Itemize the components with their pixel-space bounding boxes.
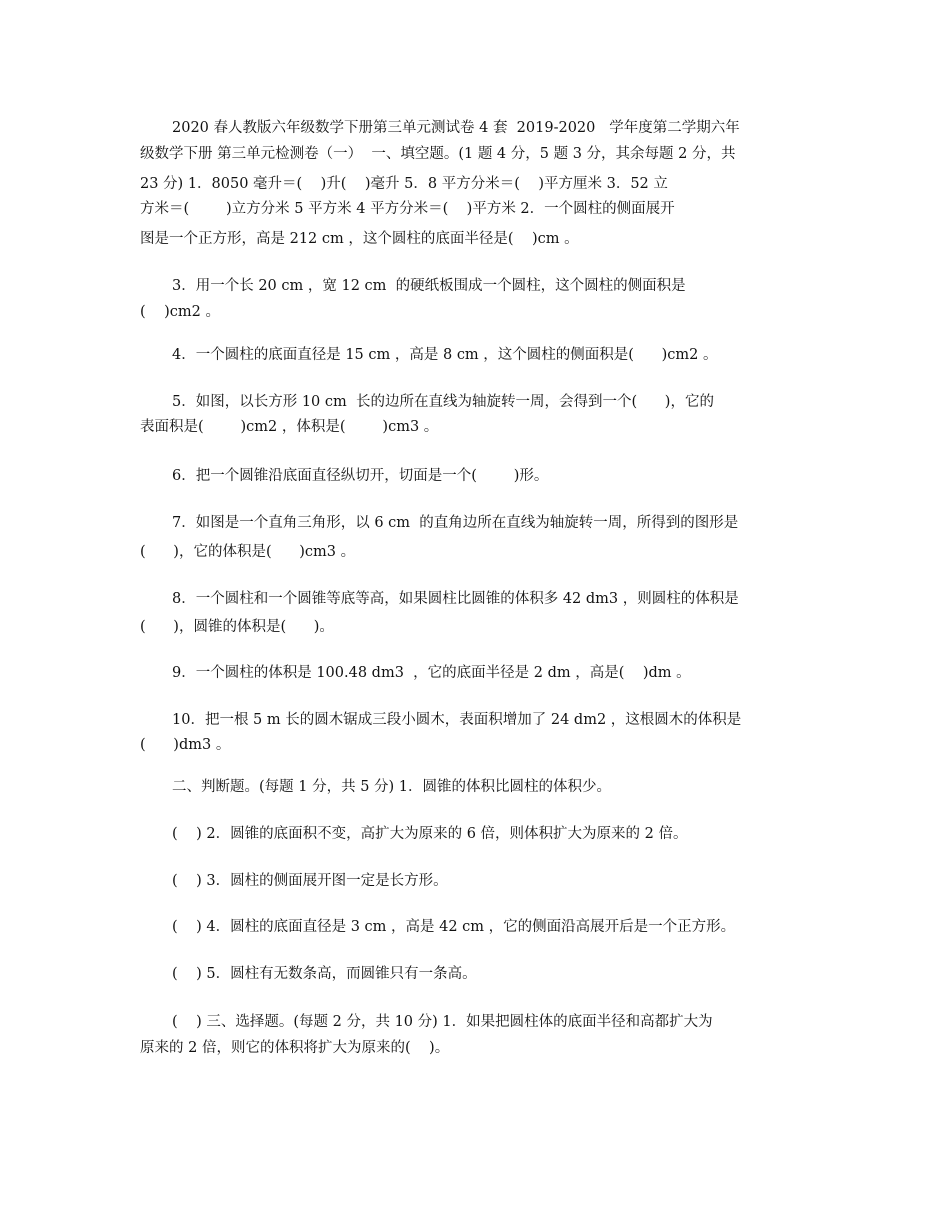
text-line: 方米＝( )立方分米 5 平方米 4 平方分米＝( )平方米 2．一个圆柱的侧面展开 (140, 201, 675, 217)
text-line: 4．一个圆柱的底面直径是 15 cm ，高是 8 cm ，这个圆柱的侧面积是( )cm2 。 (172, 347, 718, 363)
text-line: 3．用一个长 20 cm ，宽 12 cm 的硬纸板围成一个圆柱，这个圆柱的侧面积是 (172, 278, 686, 294)
text-line: 图是一个正方形，高是 212 cm ，这个圆柱的底面半径是( )cm 。 (140, 231, 579, 247)
text-line: ( ) 4．圆柱的底面直径是 3 cm ，高是 42 cm ，它的侧面沿高展开后是一个正方形。 (172, 919, 736, 935)
text-line: 级数学下册 第三单元检测卷（一） 一、填空题。(1 题 4 分，5 题 3 分，其余每题 2 分，共 (140, 146, 736, 162)
text-line: 10．把一根 5 m 长的圆木锯成三段小圆木，表面积增加了 24 dm2 ，这根圆木的体积是 (172, 712, 742, 728)
text-line: 2020 春人教版六年级数学下册第三单元测试卷 4 套 2019-2020 学年度第二学期六年 (172, 120, 740, 136)
text-line: ( )cm2 。 (140, 304, 220, 320)
text-line: ( ) 2．圆锥的底面积不变，高扩大为原来的 6 倍，则体积扩大为原来的 2 倍。 (172, 826, 688, 842)
text-line: 表面积是( )cm2 ，体积是( )cm3 。 (140, 419, 439, 435)
text-line: ( ) 5．圆柱有无数条高，而圆锥只有一条高。 (172, 966, 477, 982)
text-line: ( ) 三、选择题。(每题 2 分，共 10 分) 1．如果把圆柱体的底面半径和高都扩大为 (172, 1014, 713, 1030)
text-line: 9．一个圆柱的体积是 100.48 dm3 ，它的底面半径是 2 dm ，高是( )dm 。 (172, 665, 691, 681)
text-line: 23 分) 1．8050 毫升＝( )升( )毫升 5．8 平方分米＝( )平方厘米 3．52 立 (140, 176, 668, 192)
text-line: 8．一个圆柱和一个圆锥等底等高，如果圆柱比圆锥的体积多 42 dm3 ，则圆柱的体积是 (172, 591, 739, 607)
text-line: ( ) 3．圆柱的侧面展开图一定是长方形。 (172, 873, 448, 889)
text-line: 二、判断题。(每题 1 分，共 5 分) 1．圆锥的体积比圆柱的体积少。 (172, 779, 612, 795)
text-line: 6．把一个圆锥沿底面直径纵切开，切面是一个( )形。 (172, 468, 549, 484)
text-line: ( )，圆锥的体积是( )。 (140, 619, 334, 635)
text-line: 7．如图是一个直角三角形，以 6 cm 的直角边所在直线为轴旋转一周，所得到的图形是 (172, 515, 739, 531)
text-line: 原来的 2 倍，则它的体积将扩大为原来的( )。 (140, 1040, 450, 1056)
text-line: ( )，它的体积是( )cm3 。 (140, 544, 356, 560)
text-line: 5．如图，以长方形 10 cm 长的边所在直线为轴旋转一周，会得到一个( )，它的 (172, 394, 714, 410)
text-line: ( )dm3 。 (140, 737, 231, 753)
